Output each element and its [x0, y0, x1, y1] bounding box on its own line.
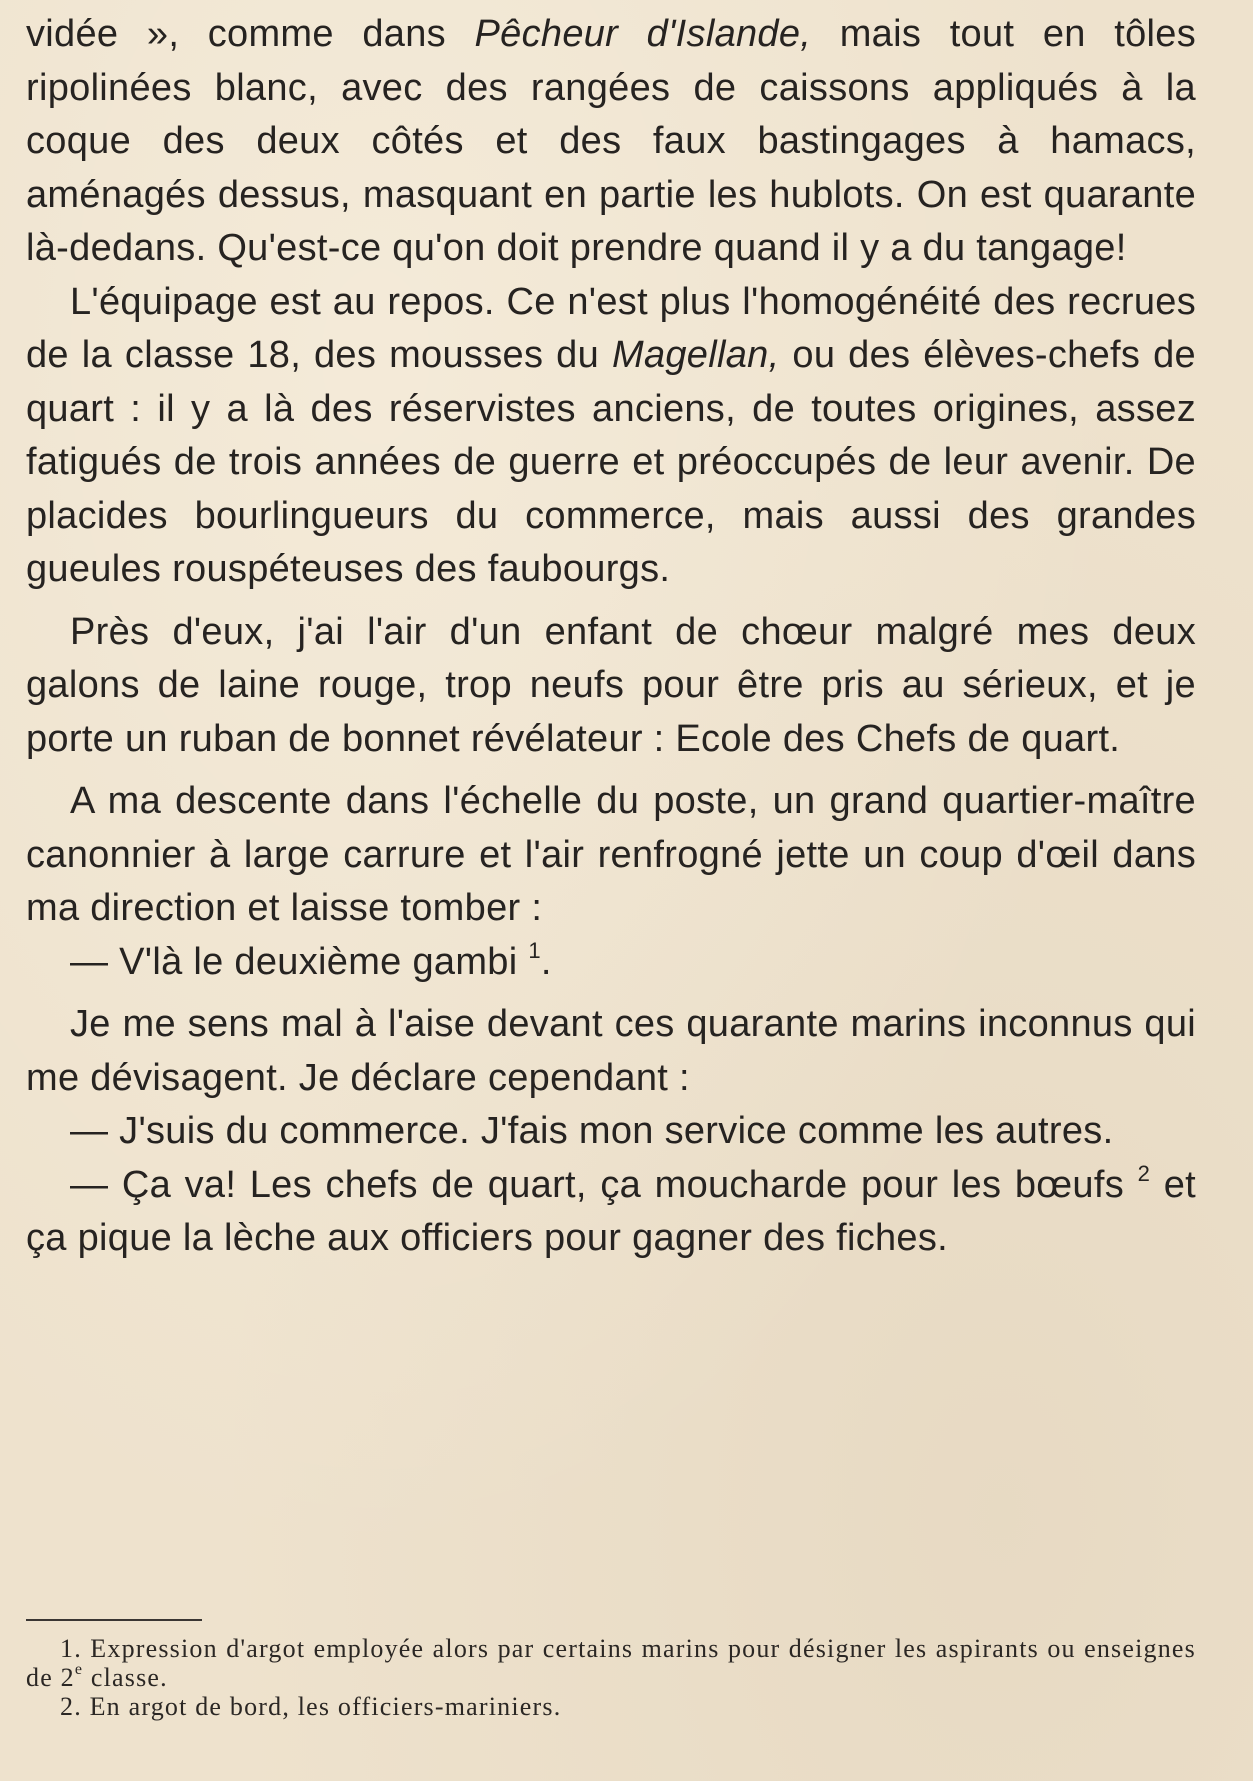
dialogue-line — [26, 1105, 1196, 1159]
footnotes — [26, 1634, 1196, 1721]
text-run: Près d'eux, j'ai l'air d'un enfant de chœur malgré mes deux galons de laine rouge, trop neufs pour être pris au sérieux, et je porte un ruban de bonnet révélateur : Ecole des Chefs de quart. — [26, 610, 1196, 760]
text-run: — J'suis du commerce. J'fais mon service comme les autres. — [70, 1110, 1114, 1152]
italic-title: Magellan, — [611, 334, 780, 376]
footnote-marker: 1 — [528, 937, 541, 963]
text-run: ou des élèves-chefs de quart : il y a là des réservistes anciens, de toutes origines, assez fatigués de trois années de guerre et préoccupés de leur avenir. De placides bourlingueurs du commerce, mais aussi des grandes gueules rouspéteuses des faubourgs. — [26, 334, 1196, 590]
footnote-marker: 2 — [1137, 1160, 1151, 1186]
text-run: L'équipage est au repos. Ce n'est plus l'homogénéité des recrues de la classe 18, des mousses du — [26, 280, 1196, 376]
text-run: classe. — [83, 1663, 168, 1692]
text-run: — V'là le deuxième gambi — [70, 940, 529, 983]
italic-title: Pêcheur d'Islande, — [474, 13, 812, 55]
dialogue-line — [26, 1159, 1196, 1266]
text-run: mais tout en tôles ripolinées blanc, avec des rangées de caissons appliqués à la coque des deux côtés et des faux bastingages à hamacs, aménagés dessus, masquant en partie les hublots. On est quarante là-dedans. Qu'est-ce qu'on doit prendre quand il y a du tangage! — [26, 13, 1196, 269]
text-run: — Ça va! Les chefs de quart, ça moucharde pour les bœufs — [70, 1163, 1138, 1206]
text-run: A ma descente dans l'échelle du poste, un grand quartier-maître canonnier à large carrure et l'air renfrogné jette un coup d'œil dans ma direction et laisse tomber : — [26, 780, 1196, 929]
footnote-separator — [26, 1619, 202, 1621]
paragraph — [26, 276, 1196, 597]
footnote-marker: e — [74, 1661, 84, 1679]
text-run: 2. En argot de bord, les officiers-mariniers. — [60, 1692, 562, 1721]
footnote — [26, 1692, 1196, 1721]
paragraph — [26, 8, 1196, 276]
dialogue-line — [26, 936, 1196, 990]
text-run: Je me sens mal à l'aise devant ces quarante marins inconnus qui me dévisagent. Je déclare cependant : — [26, 1003, 1196, 1099]
text-run: vidée », comme dans — [26, 13, 475, 55]
footnote — [26, 1634, 1196, 1692]
text-run: et ça pique la lèche aux officiers pour gagner des fiches. — [26, 1163, 1196, 1259]
paragraph — [26, 606, 1196, 767]
text-run: 1. Expression d'argot employée alors par certains marins pour désigner les aspirants ou enseignes de 2 — [26, 1634, 1196, 1692]
paragraph — [26, 998, 1196, 1105]
paragraph — [26, 775, 1196, 936]
text-run: . — [540, 940, 552, 983]
body-text — [26, 8, 1196, 1266]
